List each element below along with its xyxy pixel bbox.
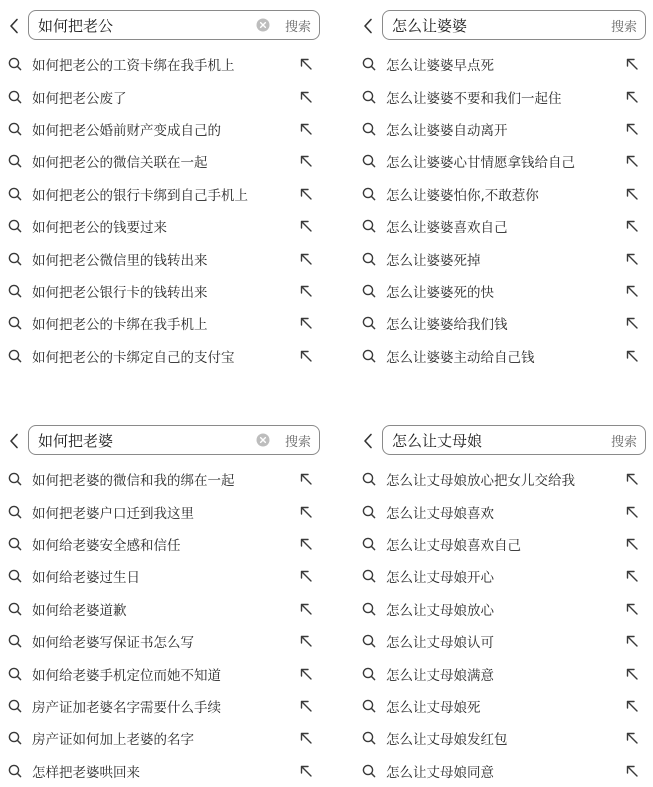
arrow-up-left-icon[interactable] — [624, 348, 640, 364]
arrow-up-left-icon[interactable] — [298, 56, 314, 72]
search-box[interactable] — [382, 10, 646, 40]
suggestion-list — [358, 48, 650, 372]
suggestion-text: 如何给老婆道歉 — [32, 602, 127, 619]
arrow-up-left-icon[interactable] — [624, 666, 640, 682]
suggestion-text: 如何把老公的卡绑在我手机上 — [32, 317, 208, 334]
suggestion-item[interactable] — [4, 340, 324, 372]
suggestion-text: 房产证如何加上老婆的名字 — [32, 732, 194, 749]
search-panel — [4, 425, 324, 787]
suggestion-text: 怎么让丈母娘满意 — [386, 667, 494, 684]
search-icon — [361, 315, 377, 331]
arrow-up-left-icon[interactable] — [298, 218, 314, 234]
arrow-up-left-icon[interactable] — [298, 121, 314, 137]
arrow-up-left-icon[interactable] — [624, 283, 640, 299]
search-icon — [361, 89, 377, 105]
suggestion-item[interactable] — [4, 463, 324, 495]
search-icon — [361, 153, 377, 169]
arrow-up-left-icon[interactable] — [624, 730, 640, 746]
search-icon — [361, 666, 377, 682]
suggestion-text: 怎么让丈母娘放心把女儿交给我 — [386, 473, 575, 490]
suggestion-item[interactable] — [358, 657, 650, 689]
search-icon — [7, 153, 23, 169]
suggestion-item[interactable] — [358, 145, 650, 177]
suggestion-text: 怎么让婆婆主动给自己钱 — [386, 349, 535, 366]
search-icon — [361, 536, 377, 552]
search-icon — [7, 601, 23, 617]
suggestion-text: 如何把老公的微信关联在一起 — [32, 155, 208, 172]
suggestion-text: 怎么让丈母娘同意 — [386, 764, 494, 781]
search-icon — [7, 56, 23, 72]
arrow-up-left-icon[interactable] — [298, 633, 314, 649]
chevron-left-icon[interactable] — [4, 427, 24, 455]
suggestion-item[interactable] — [4, 690, 324, 722]
suggestion-item[interactable] — [358, 340, 650, 372]
suggestion-item[interactable] — [358, 242, 650, 274]
arrow-up-left-icon[interactable] — [298, 536, 314, 552]
suggestion-text: 房产证加老婆名字需要什么手续 — [32, 699, 221, 716]
arrow-up-left-icon[interactable] — [624, 698, 640, 714]
search-box[interactable] — [28, 425, 320, 455]
search-icon — [7, 536, 23, 552]
arrow-up-left-icon[interactable] — [624, 763, 640, 779]
search-icon — [7, 633, 23, 649]
suggestion-text: 怎么让丈母娘放心 — [386, 602, 494, 619]
arrow-up-left-icon[interactable] — [298, 251, 314, 267]
search-box[interactable] — [382, 425, 646, 455]
suggestion-item[interactable] — [4, 80, 324, 112]
suggestion-text: 如何把老公银行卡的钱转出来 — [32, 284, 208, 301]
suggestion-item[interactable] — [358, 80, 650, 112]
suggestion-text: 怎么让婆婆死掉 — [386, 252, 481, 269]
search-icon — [7, 568, 23, 584]
suggestion-text: 怎么让婆婆心甘情愿拿钱给自己 — [386, 155, 575, 172]
arrow-up-left-icon[interactable] — [624, 218, 640, 234]
search-icon — [7, 504, 23, 520]
search-icon — [7, 283, 23, 299]
suggestion-text: 如何把老公的卡绑定自己的支付宝 — [32, 349, 235, 366]
suggestion-text: 怎么让婆婆早点死 — [386, 58, 494, 75]
suggestion-text: 怎么让婆婆怕你,不敢惹你 — [386, 187, 539, 204]
search-icon — [361, 633, 377, 649]
search-icon — [7, 315, 23, 331]
search-bar — [358, 425, 650, 457]
arrow-up-left-icon[interactable] — [624, 121, 640, 137]
suggestion-item[interactable] — [358, 178, 650, 210]
arrow-up-left-icon[interactable] — [624, 186, 640, 202]
chevron-left-icon[interactable] — [358, 427, 378, 455]
suggestion-item[interactable] — [358, 690, 650, 722]
search-icon — [361, 121, 377, 137]
suggestion-item[interactable] — [4, 528, 324, 560]
search-box[interactable] — [28, 10, 320, 40]
arrow-up-left-icon[interactable] — [298, 504, 314, 520]
search-icon — [361, 601, 377, 617]
suggestion-text: 如何把老公的工资卡绑在我手机上 — [32, 58, 235, 75]
suggestion-text: 如何把老婆的微信和我的绑在一起 — [32, 473, 235, 490]
search-icon — [7, 121, 23, 137]
search-panel — [358, 10, 650, 372]
search-icon — [361, 568, 377, 584]
search-panel — [4, 10, 324, 372]
search-icon — [361, 218, 377, 234]
suggestion-item[interactable] — [358, 495, 650, 527]
suggestion-text: 怎么让丈母娘发红包 — [386, 732, 508, 749]
suggestion-text: 怎么让丈母娘开心 — [386, 570, 494, 587]
search-input[interactable]: 怎么让丈母娘 — [392, 431, 483, 450]
suggestion-text: 如何把老公微信里的钱转出来 — [32, 252, 208, 269]
suggestion-text: 怎么让婆婆死的快 — [386, 284, 494, 301]
suggestion-item[interactable] — [358, 593, 650, 625]
arrow-up-left-icon[interactable] — [298, 186, 314, 202]
suggestion-item[interactable] — [358, 307, 650, 339]
search-icon — [7, 251, 23, 267]
suggestion-text: 怎么让婆婆给我们钱 — [386, 317, 508, 334]
arrow-up-left-icon[interactable] — [298, 601, 314, 617]
suggestion-item[interactable] — [4, 755, 324, 787]
suggestion-item[interactable] — [4, 48, 324, 80]
arrow-up-left-icon[interactable] — [624, 315, 640, 331]
suggestion-item[interactable] — [358, 625, 650, 657]
arrow-up-left-icon[interactable] — [298, 698, 314, 714]
suggestion-item[interactable] — [4, 560, 324, 592]
suggestion-text: 怎么让婆婆喜欢自己 — [386, 220, 508, 237]
search-icon — [7, 348, 23, 364]
suggestion-item[interactable] — [4, 242, 324, 274]
arrow-up-left-icon[interactable] — [624, 56, 640, 72]
arrow-up-left-icon[interactable] — [298, 568, 314, 584]
suggestion-item[interactable] — [358, 275, 650, 307]
chevron-left-icon[interactable] — [4, 12, 24, 40]
suggestion-item[interactable] — [4, 275, 324, 307]
suggestion-item[interactable] — [358, 113, 650, 145]
suggestion-text: 如何把老公婚前财产变成自己的 — [32, 122, 221, 139]
arrow-up-left-icon[interactable] — [624, 89, 640, 105]
search-button[interactable]: 搜索 — [610, 19, 637, 35]
search-icon — [7, 471, 23, 487]
suggestion-item[interactable] — [4, 495, 324, 527]
suggestion-item[interactable] — [4, 657, 324, 689]
search-bar — [4, 425, 324, 457]
search-icon — [361, 730, 377, 746]
arrow-up-left-icon[interactable] — [624, 633, 640, 649]
arrow-up-left-icon[interactable] — [624, 471, 640, 487]
suggestion-text: 怎么让丈母娘认可 — [386, 635, 494, 652]
arrow-up-left-icon[interactable] — [624, 536, 640, 552]
suggestion-text: 如何给老婆过生日 — [32, 570, 140, 587]
suggestion-item[interactable] — [4, 113, 324, 145]
suggestion-text: 如何把老婆户口迁到我这里 — [32, 505, 194, 522]
arrow-up-left-icon[interactable] — [298, 763, 314, 779]
search-icon — [7, 666, 23, 682]
suggestion-item[interactable] — [358, 755, 650, 787]
suggestion-text: 怎么让丈母娘死 — [386, 699, 481, 716]
suggestion-item[interactable] — [4, 593, 324, 625]
search-button[interactable]: 搜索 — [284, 434, 311, 450]
arrow-up-left-icon[interactable] — [298, 153, 314, 169]
search-input[interactable]: 怎么让婆婆 — [392, 16, 468, 35]
arrow-up-left-icon[interactable] — [624, 568, 640, 584]
arrow-up-left-icon[interactable] — [624, 251, 640, 267]
suggestion-item[interactable] — [358, 722, 650, 754]
arrow-up-left-icon[interactable] — [298, 730, 314, 746]
suggestion-item[interactable] — [358, 48, 650, 80]
search-icon — [361, 504, 377, 520]
suggestion-list — [4, 48, 324, 372]
suggestion-list — [358, 463, 650, 787]
suggestion-text: 怎么让丈母娘喜欢 — [386, 505, 494, 522]
search-icon — [361, 698, 377, 714]
suggestion-item[interactable] — [358, 528, 650, 560]
suggestion-text: 如何把老公的银行卡绑到自己手机上 — [32, 187, 248, 204]
search-icon — [7, 218, 23, 234]
search-icon — [7, 763, 23, 779]
chevron-left-icon[interactable] — [358, 12, 378, 40]
search-icon — [361, 56, 377, 72]
suggestion-item[interactable] — [358, 210, 650, 242]
suggestion-list — [4, 463, 324, 787]
search-icon — [7, 730, 23, 746]
arrow-up-left-icon[interactable] — [298, 348, 314, 364]
search-icon — [7, 698, 23, 714]
clear-icon[interactable] — [255, 432, 271, 448]
arrow-up-left-icon[interactable] — [624, 504, 640, 520]
search-icon — [7, 89, 23, 105]
suggestion-text: 如何给老婆手机定位而她不知道 — [32, 667, 221, 684]
suggestion-text: 如何给老婆写保证书怎么写 — [32, 635, 194, 652]
search-bar — [358, 10, 650, 42]
arrow-up-left-icon[interactable] — [298, 666, 314, 682]
suggestion-text: 如何把老公废了 — [32, 90, 127, 107]
search-input[interactable]: 如何把老公 — [38, 16, 114, 35]
clear-icon[interactable] — [255, 17, 271, 33]
search-icon — [361, 186, 377, 202]
suggestion-text: 怎么让婆婆自动离开 — [386, 122, 508, 139]
search-icon — [361, 251, 377, 267]
suggestion-text: 如何把老公的钱要过来 — [32, 220, 167, 237]
search-icon — [7, 186, 23, 202]
suggestion-item[interactable] — [4, 210, 324, 242]
search-button[interactable]: 搜索 — [284, 19, 311, 35]
search-bar — [4, 10, 324, 42]
suggestion-item[interactable] — [4, 178, 324, 210]
suggestion-text: 怎么让婆婆不要和我们一起住 — [386, 90, 562, 107]
search-input[interactable]: 如何把老婆 — [38, 431, 114, 450]
suggestion-item[interactable] — [358, 463, 650, 495]
arrow-up-left-icon[interactable] — [298, 315, 314, 331]
search-icon — [361, 283, 377, 299]
suggestion-text: 怎么让丈母娘喜欢自己 — [386, 537, 521, 554]
suggestion-text: 怎样把老婆哄回来 — [32, 764, 140, 781]
arrow-up-left-icon[interactable] — [298, 283, 314, 299]
suggestion-text: 如何给老婆安全感和信任 — [32, 537, 181, 554]
arrow-up-left-icon[interactable] — [624, 153, 640, 169]
suggestion-item[interactable] — [4, 625, 324, 657]
search-icon — [361, 471, 377, 487]
search-icon — [361, 763, 377, 779]
suggestion-item[interactable] — [4, 722, 324, 754]
search-panel — [358, 425, 650, 787]
suggestion-item[interactable] — [4, 307, 324, 339]
suggestion-item[interactable] — [4, 145, 324, 177]
arrow-up-left-icon[interactable] — [624, 601, 640, 617]
arrow-up-left-icon[interactable] — [298, 89, 314, 105]
arrow-up-left-icon[interactable] — [298, 471, 314, 487]
search-button[interactable]: 搜索 — [610, 434, 637, 450]
search-icon — [361, 348, 377, 364]
suggestion-item[interactable] — [358, 560, 650, 592]
